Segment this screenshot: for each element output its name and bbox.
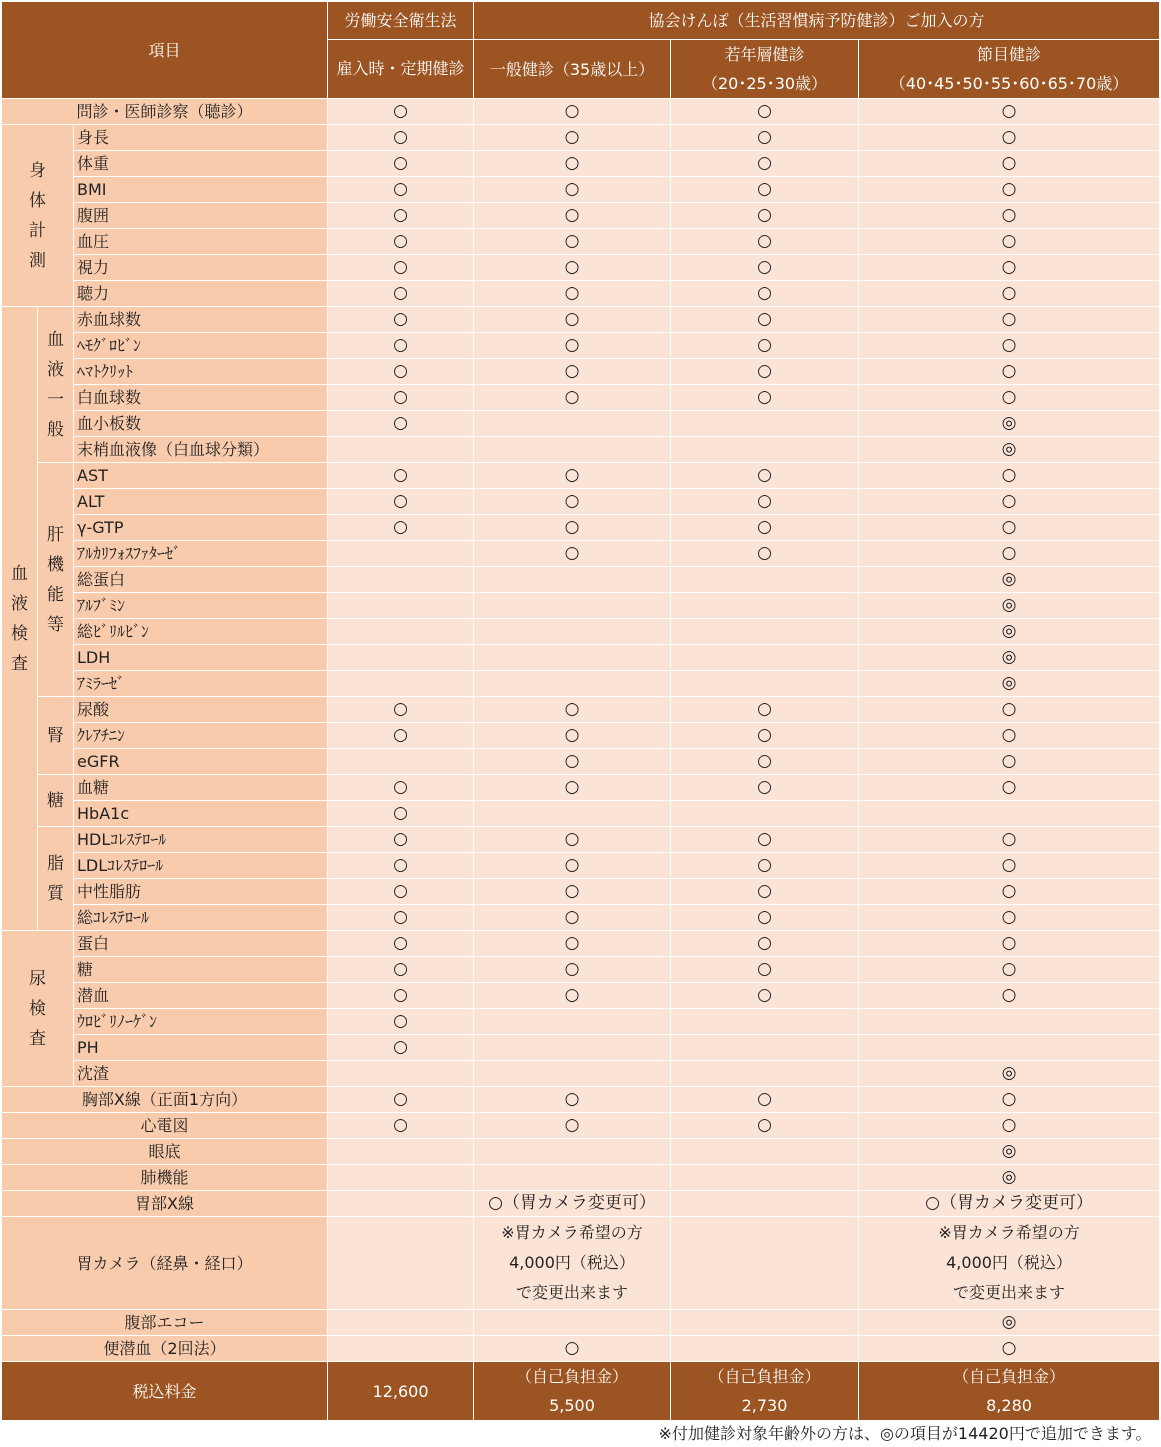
mark-cell [671,1035,859,1061]
mark-cell [671,1061,859,1087]
mark-cell: ○ [859,489,1160,515]
mark-cell: ○ [859,775,1160,801]
mark-cell: ○ [474,99,671,125]
row-label: γ-GTP [74,515,328,541]
mark-cell: ○ [328,775,474,801]
mark-cell [671,1191,859,1217]
mark-cell [859,1009,1160,1035]
row-label: 潜血 [74,983,328,1009]
table-row [2,619,1160,645]
table-row [2,853,1160,879]
mark-cell: ○ [671,203,859,229]
table-row [2,1009,1160,1035]
table-row [2,307,1160,333]
mark-cell: ○ [328,125,474,151]
row-label: ALT [74,489,328,515]
mark-cell: ○（胃カメラ変更可） [859,1191,1160,1217]
group-sugar: 糖 [38,775,74,827]
mark-cell: ○ [859,723,1160,749]
price-milestone: （自己負担金） 8,280 [859,1362,1160,1421]
group-liver: 肝機能等 [38,463,74,697]
mark-cell: ○ [859,879,1160,905]
mark-cell [474,1009,671,1035]
mark-cell [671,437,859,463]
row-label: 腹囲 [74,203,328,229]
row-label: LDLｺﾚｽﾃﾛｰﾙ [74,853,328,879]
mark-cell: ○ [474,983,671,1009]
mark-cell: ○ [859,307,1160,333]
mark-cell: ○ [859,957,1160,983]
mark-cell [474,1061,671,1087]
row-label: 便潜血（2回法） [2,1336,328,1362]
table-row [2,1191,1160,1217]
mark-cell: ○ [859,515,1160,541]
mark-cell: ○ [859,853,1160,879]
price-young: （自己負担金） 2,730 [671,1362,859,1421]
mark-cell: ○ [328,983,474,1009]
mark-cell: ○ [859,281,1160,307]
table-row [2,1310,1160,1336]
mark-cell [328,1139,474,1165]
mark-cell: ○ [859,463,1160,489]
table-row [2,1139,1160,1165]
row-label: ｱﾙﾌﾞﾐﾝ [74,593,328,619]
row-label: 心電図 [2,1113,328,1139]
row-label: 白血球数 [74,385,328,411]
mark-cell [474,1139,671,1165]
row-label: BMI [74,177,328,203]
mark-cell [671,1009,859,1035]
header-kyokai-group: 協会けんぽ（生活習慣病予防健診）ご加入の方 [474,2,1160,40]
mark-cell: ○ [328,359,474,385]
row-label: 胃部X線 [2,1191,328,1217]
row-label: HbA1c [74,801,328,827]
mark-cell [474,671,671,697]
table-row [2,229,1160,255]
group-kidney: 腎 [38,697,74,775]
mark-cell: ◎ [859,593,1160,619]
row-label: ﾍﾏﾄｸﾘｯﾄ [74,359,328,385]
mark-cell: ○ [328,203,474,229]
row-label: 総蛋白 [74,567,328,593]
mark-cell: ○ [671,307,859,333]
mark-cell: ◎ [859,567,1160,593]
mark-cell [474,411,671,437]
mark-cell: ○ [671,1113,859,1139]
row-label: 胃カメラ（経鼻・経口） [2,1217,328,1310]
row-label: 体重 [74,151,328,177]
row-label: 総ｺﾚｽﾃﾛｰﾙ [74,905,328,931]
mark-cell: ○ [328,801,474,827]
table-row [2,567,1160,593]
mark-cell: ○ [859,125,1160,151]
mark-cell: ○ [328,905,474,931]
mark-cell [671,801,859,827]
mark-cell: ○ [859,697,1160,723]
mark-cell: ◎ [859,619,1160,645]
mark-cell [328,619,474,645]
row-label: 視力 [74,255,328,281]
mark-cell [328,1165,474,1191]
mark-cell [474,567,671,593]
mark-cell: ○ [671,827,859,853]
mark-cell: ○ [474,957,671,983]
table-row [2,957,1160,983]
mark-cell: ○ [474,151,671,177]
mark-cell: ○ [328,255,474,281]
mark-cell: ○ [328,229,474,255]
group-lipid: 脂質 [38,827,74,931]
mark-cell: ○ [328,99,474,125]
mark-cell: ○ [474,749,671,775]
table-row [2,515,1160,541]
row-label: HDLｺﾚｽﾃﾛｰﾙ [74,827,328,853]
row-label: 胸部X線（正面1方向） [2,1087,328,1113]
mark-cell: ○ [671,1087,859,1113]
mark-cell [328,1061,474,1087]
row-label: LDH [74,645,328,671]
mark-cell [474,645,671,671]
table-row [2,879,1160,905]
mark-cell: ○ [859,541,1160,567]
mark-cell: ◎ [859,1310,1160,1336]
row-label: 問診・医師診察（聴診） [2,99,328,125]
price-regular: 12,600 [328,1362,474,1421]
mark-cell: ○ [859,385,1160,411]
mark-cell [328,1217,474,1310]
price-general: （自己負担金） 5,500 [474,1362,671,1421]
row-label: ｳﾛﾋﾞﾘﾉｰｹﾞﾝ [74,1009,328,1035]
row-label: 尿酸 [74,697,328,723]
row-label: PH [74,1035,328,1061]
table-row [2,151,1160,177]
table-row-camera [2,1217,1160,1310]
table-row [2,905,1160,931]
mark-cell: ○ [671,125,859,151]
mark-cell: ○ [328,957,474,983]
mark-cell: ○ [474,489,671,515]
mark-cell: ○ [859,983,1160,1009]
table-row [2,203,1160,229]
row-label: 糖 [74,957,328,983]
mark-cell [328,749,474,775]
mark-cell: ○ [328,827,474,853]
mark-cell: ○ [859,333,1160,359]
row-label: 眼底 [2,1139,328,1165]
mark-cell [859,1035,1160,1061]
table-row [2,723,1160,749]
health-checkup-table [1,1,1160,1447]
mark-cell: ○ [328,385,474,411]
table-row [2,749,1160,775]
mark-cell: ○ [474,307,671,333]
mark-cell: ○ [671,177,859,203]
table-row [2,593,1160,619]
mark-cell [671,1310,859,1336]
table-row [2,775,1160,801]
mark-cell: ○ [328,177,474,203]
header-col-milestone: 節目健診 （40･45･50･55･60･65･70歳） [859,40,1160,99]
row-label: 末梢血液像（白血球分類） [74,437,328,463]
mark-cell: ○ [328,307,474,333]
mark-cell: ○ [671,983,859,1009]
mark-cell: ○ [474,385,671,411]
mark-cell: ○ [671,489,859,515]
row-label: 蛋白 [74,931,328,957]
mark-cell: ○ [671,281,859,307]
table-row [2,1336,1160,1362]
mark-cell: ○ [328,697,474,723]
mark-cell [671,671,859,697]
table-row [2,359,1160,385]
mark-cell: ○ [474,775,671,801]
mark-cell: ○ [474,931,671,957]
mark-cell: ○ [474,359,671,385]
mark-cell: ○ [328,1087,474,1113]
row-label: eGFR [74,749,328,775]
table-row [2,333,1160,359]
mark-cell [671,567,859,593]
mark-cell: ○ [671,151,859,177]
mark-cell: ○ [671,905,859,931]
row-label: 血圧 [74,229,328,255]
table-row [2,645,1160,671]
mark-cell [671,645,859,671]
table-row [2,697,1160,723]
mark-cell: ○ [328,1035,474,1061]
mark-cell [671,1165,859,1191]
mark-cell: ○ [328,1113,474,1139]
mark-cell: ○ [671,229,859,255]
mark-cell: ○ [474,905,671,931]
footnote: ※付加健診対象年齢外の方は、◎の項目が14420円で追加できます。 [2,1421,1160,1447]
mark-cell: ○ [474,333,671,359]
mark-cell: ○ [474,1336,671,1362]
row-label: AST [74,463,328,489]
group-body: 身体計測 [2,125,74,307]
mark-cell: ○ [474,229,671,255]
mark-cell: ○ [474,177,671,203]
mark-cell: ◎ [859,645,1160,671]
mark-cell [671,411,859,437]
mark-cell: ○ [474,281,671,307]
mark-cell: ○ [328,879,474,905]
mark-cell: ○ [474,463,671,489]
mark-cell [328,541,474,567]
table-row [2,1035,1160,1061]
mark-cell: ○ [859,151,1160,177]
mark-cell: ○ [671,515,859,541]
table-row [2,385,1160,411]
row-label: 総ﾋﾞﾘﾙﾋﾞﾝ [74,619,328,645]
mark-cell: ○（胃カメラ変更可） [474,1191,671,1217]
camera-note-milestone: ※胃カメラ希望の方 4,000円（税込） で変更出来ます [859,1217,1160,1310]
group-blood: 血液検査 [2,307,38,931]
mark-cell: ○ [859,229,1160,255]
row-label: ｸﾚｱﾁﾆﾝ [74,723,328,749]
mark-cell: ○ [671,723,859,749]
row-label: 血小板数 [74,411,328,437]
mark-cell: ○ [671,853,859,879]
mark-cell: ○ [671,749,859,775]
mark-cell [328,1336,474,1362]
mark-cell: ○ [474,1087,671,1113]
table-row [2,671,1160,697]
mark-cell [328,593,474,619]
mark-cell [328,645,474,671]
header-col-general: 一般健診（35歳以上） [474,40,671,99]
mark-cell: ○ [474,1113,671,1139]
mark-cell: ○ [859,905,1160,931]
mark-cell: ◎ [859,1165,1160,1191]
mark-cell: ◎ [859,437,1160,463]
mark-cell: ○ [328,723,474,749]
mark-cell [474,437,671,463]
mark-cell: ○ [859,931,1160,957]
table-row [2,931,1160,957]
mark-cell: ○ [328,931,474,957]
table-row [2,125,1160,151]
table-row [2,411,1160,437]
mark-cell: ○ [474,827,671,853]
mark-cell: ◎ [859,1139,1160,1165]
table-row [2,437,1160,463]
table-row [2,1061,1160,1087]
mark-cell: ○ [859,99,1160,125]
table-row [2,255,1160,281]
mark-cell: ◎ [859,1061,1160,1087]
mark-cell: ○ [671,541,859,567]
table-row [2,99,1160,125]
mark-cell: ○ [859,177,1160,203]
mark-cell: ○ [328,411,474,437]
mark-cell: ○ [328,1009,474,1035]
mark-cell: ○ [328,853,474,879]
mark-cell [474,801,671,827]
mark-cell: ○ [671,879,859,905]
mark-cell: ○ [859,827,1160,853]
mark-cell: ○ [859,203,1160,229]
table-row [2,1165,1160,1191]
table-row [2,177,1160,203]
mark-cell [671,593,859,619]
mark-cell [671,619,859,645]
table-row [2,827,1160,853]
mark-cell: ○ [474,879,671,905]
price-label: 税込料金 [2,1362,328,1421]
mark-cell: ○ [859,255,1160,281]
mark-cell [328,671,474,697]
mark-cell [859,801,1160,827]
mark-cell: ○ [474,203,671,229]
price-row [2,1362,1160,1421]
mark-cell: ○ [859,1336,1160,1362]
mark-cell: ○ [328,281,474,307]
mark-cell: ○ [671,255,859,281]
mark-cell [671,1336,859,1362]
table-row [2,983,1160,1009]
mark-cell: ○ [474,723,671,749]
mark-cell: ○ [474,853,671,879]
header-col-regular: 雇入時・定期健診 [328,40,474,99]
mark-cell: ○ [859,1113,1160,1139]
row-label: ﾍﾓｸﾞﾛﾋﾞﾝ [74,333,328,359]
mark-cell: ○ [474,255,671,281]
mark-cell: ○ [671,99,859,125]
mark-cell [671,1217,859,1310]
mark-cell: ○ [671,463,859,489]
mark-cell: ○ [859,1087,1160,1113]
group-blood-general: 血液一般 [38,307,74,463]
group-urine: 尿検査 [2,931,74,1087]
mark-cell: ○ [474,125,671,151]
row-label: 赤血球数 [74,307,328,333]
table-row [2,1113,1160,1139]
mark-cell [474,1165,671,1191]
mark-cell [474,1035,671,1061]
mark-cell: ○ [328,333,474,359]
row-label: 中性脂肪 [74,879,328,905]
table-row [2,489,1160,515]
mark-cell: ○ [671,333,859,359]
mark-cell: ○ [671,359,859,385]
row-label: 肺機能 [2,1165,328,1191]
header-item: 項目 [2,2,328,99]
mark-cell: ◎ [859,411,1160,437]
mark-cell: ○ [474,515,671,541]
header-law-group: 労働安全衛生法 [328,2,474,40]
mark-cell [328,437,474,463]
mark-cell: ○ [328,515,474,541]
mark-cell: ○ [671,697,859,723]
mark-cell: ○ [859,749,1160,775]
row-label: ｱﾐﾗｰｾﾞ [74,671,328,697]
mark-cell: ○ [859,359,1160,385]
mark-cell: ○ [474,697,671,723]
table-row [2,801,1160,827]
table-row [2,1087,1160,1113]
camera-note-general: ※胃カメラ希望の方 4,000円（税込） で変更出来ます [474,1217,671,1310]
row-label: 腹部エコー [2,1310,328,1336]
mark-cell [474,1310,671,1336]
mark-cell: ○ [328,489,474,515]
mark-cell: ◎ [859,671,1160,697]
table-row [2,463,1160,489]
table-row [2,281,1160,307]
mark-cell: ○ [328,151,474,177]
mark-cell: ○ [671,775,859,801]
mark-cell [474,619,671,645]
mark-cell: ○ [671,957,859,983]
header-col-young: 若年層健診 （20･25･30歳） [671,40,859,99]
row-label: 聴力 [74,281,328,307]
mark-cell [328,1191,474,1217]
mark-cell: ○ [671,385,859,411]
row-label: 沈渣 [74,1061,328,1087]
mark-cell: ○ [474,541,671,567]
table-row [2,541,1160,567]
mark-cell [328,567,474,593]
mark-cell [474,593,671,619]
row-label: ｱﾙｶﾘﾌｫｽﾌｧﾀｰｾﾞ [74,541,328,567]
row-label: 血糖 [74,775,328,801]
mark-cell: ○ [328,463,474,489]
mark-cell: ○ [671,931,859,957]
mark-cell [328,1310,474,1336]
mark-cell [671,1139,859,1165]
row-label: 身長 [74,125,328,151]
